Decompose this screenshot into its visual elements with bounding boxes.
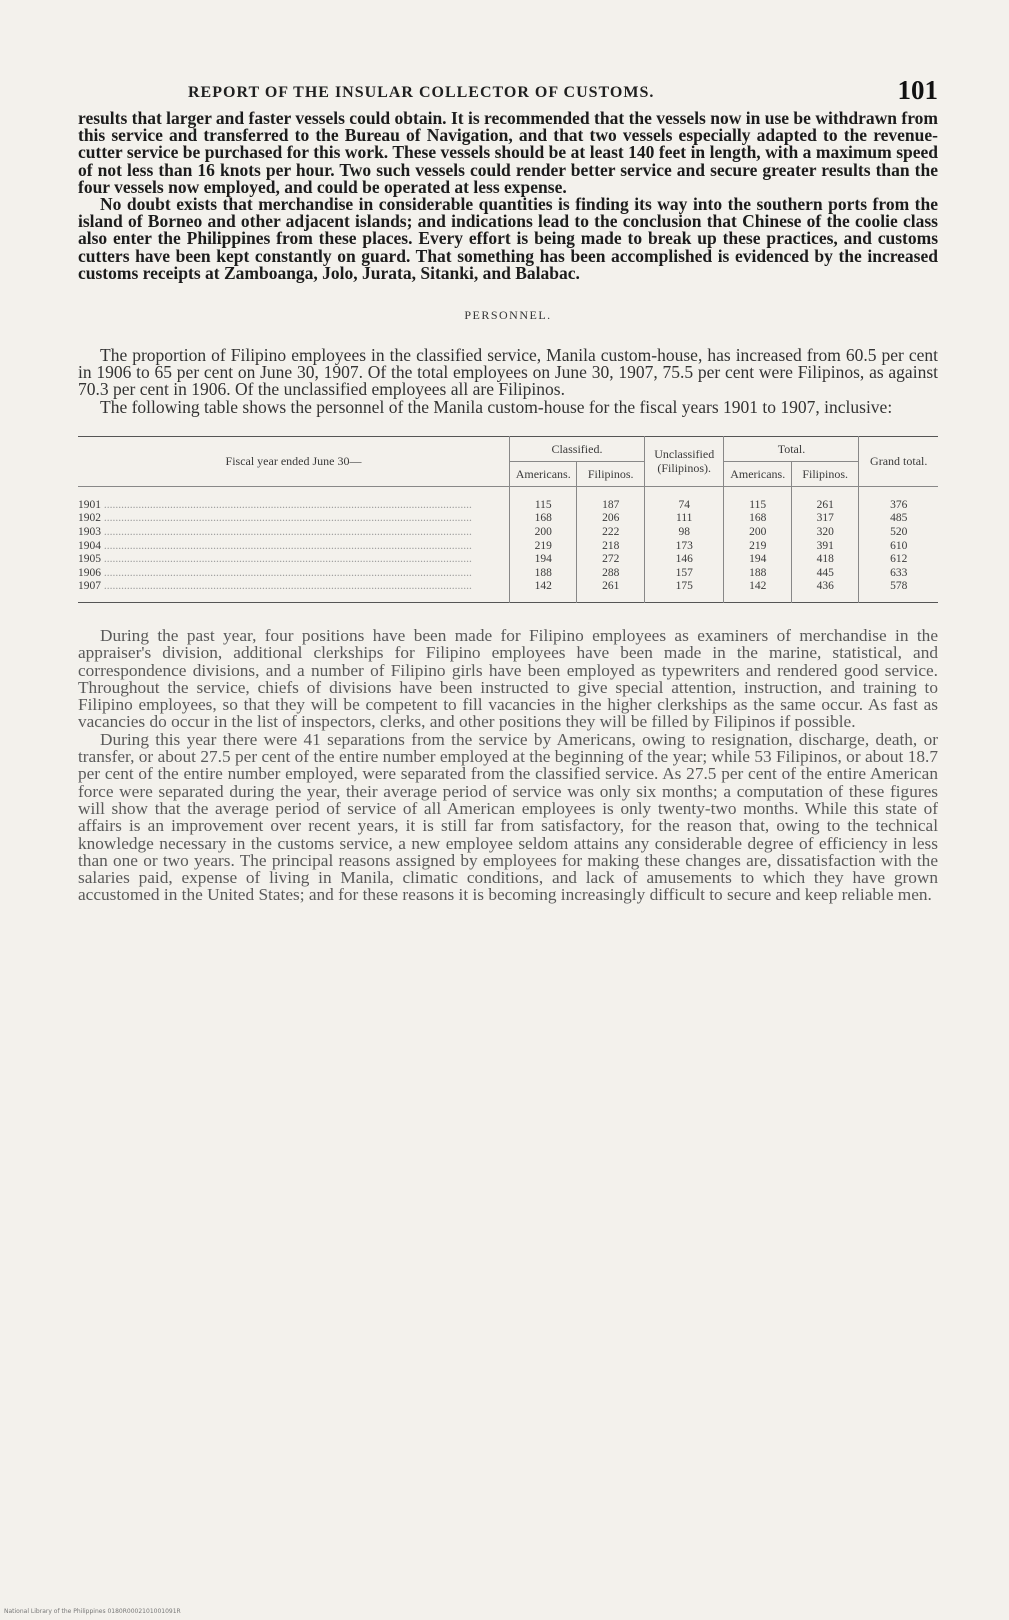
header-unclassified: Unclassified (Filipinos). (644, 436, 724, 486)
top-text-block (78, 110, 938, 282)
cell-classified-americans: 115 (510, 486, 577, 512)
paragraph-positions: During the past year, four positions have been made for Filipino employees as examiners of merchandise in the appraiser's division, additional clerkships for Filipino employees have been made in the marine, statistical, and correspondence divisions, and a number of Filipino girls have been employed as typewriters and rendered good service. Throughout the service, chiefs of divisions have been instructed to give special attention, instruction, and training to Filipino employees, so that they will be competent to fill vacancies in the higher clerkships as the same occur. As fast as vacancies do occur in the list of inspectors, clerks, and other positions they will be filled by Filipinos if possible. (78, 626, 938, 732)
running-head (78, 70, 938, 110)
header-classified-filipinos: Filipinos. (577, 461, 644, 486)
table-row (78, 486, 938, 512)
table-row (78, 553, 938, 567)
cell-total-filipinos: 317 (791, 512, 858, 526)
cell-unclassified: 146 (644, 553, 724, 567)
cell-grand-total: 578 (859, 580, 938, 602)
cell-grand-total: 376 (859, 486, 938, 512)
header-classified-americans: Americans. (510, 461, 577, 486)
cell-classified-americans: 219 (510, 540, 577, 554)
table-row (78, 540, 938, 554)
cell-total-filipinos: 261 (791, 486, 858, 512)
paragraph-vessels: results that larger and faster vessels could obtain. It is recommended that the vessels now in use be withdrawn from this service and transferred to the Bureau of Navigation, and that two vessels especially adapted to the revenue-cutter service be purchased for this work. These vessels should be at least 140 feet in length, with a maximum speed of not less than 16 knots per hour. Two such vessels could render better service and secure greater results than the four vessels now employed, and could be operated at less expense. (78, 108, 938, 197)
cell-unclassified: 173 (644, 540, 724, 554)
bottom-text-block (78, 627, 938, 904)
cell-classified-filipinos: 222 (577, 526, 644, 540)
cell-grand-total: 610 (859, 540, 938, 554)
personnel-table (78, 436, 938, 603)
cell-classified-filipinos: 218 (577, 540, 644, 554)
cell-total-filipinos: 436 (791, 580, 858, 602)
header-fiscal-year: Fiscal year ended June 30— (78, 436, 510, 486)
cell-year: 1904 ..... (78, 540, 510, 554)
cell-total-americans: 115 (724, 486, 791, 512)
report-page (78, 70, 938, 904)
cell-grand-total: 520 (859, 526, 938, 540)
cell-unclassified: 175 (644, 580, 724, 602)
cell-total-americans: 194 (724, 553, 791, 567)
header-total-filipinos: Filipinos. (791, 461, 858, 486)
paragraph-proportion: The proportion of Filipino employees in the classified service, Manila custom-house, has increased from 60.5 per cent in 1906 to 65 per cent on June 30, 1907. Of the total employees on June 30, 1907, 75.5 per cent were Filipinos, as against 70.3 per cent in 1906. Of the unclassified employees all are Filipinos. (78, 345, 938, 400)
cell-year: 1907 ..... (78, 580, 510, 602)
cell-total-filipinos: 320 (791, 526, 858, 540)
cell-classified-americans: 200 (510, 526, 577, 540)
cell-classified-americans: 142 (510, 580, 577, 602)
cell-year: 1903 ..... (78, 526, 510, 540)
header-classified: Classified. (510, 436, 645, 461)
cell-grand-total: 612 (859, 553, 938, 567)
cell-grand-total: 633 (859, 567, 938, 581)
cell-year: 1901 ..... (78, 486, 510, 512)
cell-total-americans: 188 (724, 567, 791, 581)
cell-classified-filipinos: 261 (577, 580, 644, 602)
cell-classified-filipinos: 206 (577, 512, 644, 526)
cell-unclassified: 98 (644, 526, 724, 540)
header-total-americans: Americans. (724, 461, 791, 486)
table-row (78, 567, 938, 581)
page-number: 101 (897, 75, 938, 105)
running-title: REPORT OF THE INSULAR COLLECTOR OF CUSTOMS. (188, 84, 655, 101)
cell-year: 1902 ..... (78, 512, 510, 526)
header-total: Total. (724, 436, 859, 461)
cell-classified-filipinos: 272 (577, 553, 644, 567)
cell-total-americans: 219 (724, 540, 791, 554)
cell-classified-americans: 188 (510, 567, 577, 581)
cell-unclassified: 157 (644, 567, 724, 581)
cell-unclassified: 74 (644, 486, 724, 512)
cell-classified-americans: 168 (510, 512, 577, 526)
cell-classified-americans: 194 (510, 553, 577, 567)
cell-grand-total: 485 (859, 512, 938, 526)
cell-classified-filipinos: 187 (577, 486, 644, 512)
cell-total-filipinos: 445 (791, 567, 858, 581)
paragraph-separations: During this year there were 41 separations from the service by Americans, owing to resignation, discharge, death, or transfer, or about 27.5 per cent of the entire number employed at the beginning of the year; while 53 Filipinos, or about 18.7 per cent of the entire number employed, were separated from the classified service. As 27.5 per cent of the entire American force were separated during the year, their average period of service was only six months; a computation of these figures will show that the average period of service of all American employees is only twenty-two months. While this state of affairs is an improvement over recent years, it is still far from satisfactory, for the reason that, owing to the technical knowledge necessary in the customs service, a new employee seldom attains any considerable degree of efficiency in less than one or two years. The principal reasons assigned by employees for making these changes are, dissatisfaction with the salaries paid, expense of living in Manila, climatic conditions, and lack of amusements to which they have grown accustomed in the United States; and for these reasons it is becoming increasingly difficult to secure and keep reliable men. (78, 729, 938, 905)
cell-year: 1906 ..... (78, 567, 510, 581)
section-heading-personnel: PERSONNEL. (464, 308, 552, 323)
scan-footer: National Library of the Philippines 0180R0002101001091R (4, 1608, 181, 1615)
cell-total-americans: 200 (724, 526, 791, 540)
paragraph-table-intro: The following table shows the personnel of the Manila custom-house for the fiscal years 1901 to 1907, inclusive: (100, 396, 893, 417)
paragraph-southern-ports: No doubt exists that merchandise in considerable quantities is finding its way into the southern ports from the island of Borneo and other adjacent islands; and indications lead to the conclusion that Chinese of the coolie class also enter the Philippines from these places. Every effort is being made to break up these practices, and customs cutters have been kept constantly on guard. That something has been accomplished is evidenced by the increased customs receipts at Zamboanga, Jolo, Jurata, Sitanki, and Balabac. (78, 194, 938, 283)
table-row (78, 526, 938, 540)
personnel-text-block (78, 347, 938, 416)
cell-total-americans: 142 (724, 580, 791, 602)
header-grand-total: Grand total. (859, 436, 938, 486)
cell-total-americans: 168 (724, 512, 791, 526)
cell-unclassified: 111 (644, 512, 724, 526)
cell-total-filipinos: 391 (791, 540, 858, 554)
cell-total-filipinos: 418 (791, 553, 858, 567)
table-row (78, 580, 938, 602)
cell-classified-filipinos: 288 (577, 567, 644, 581)
table-row (78, 512, 938, 526)
cell-year: 1905 ..... (78, 553, 510, 567)
